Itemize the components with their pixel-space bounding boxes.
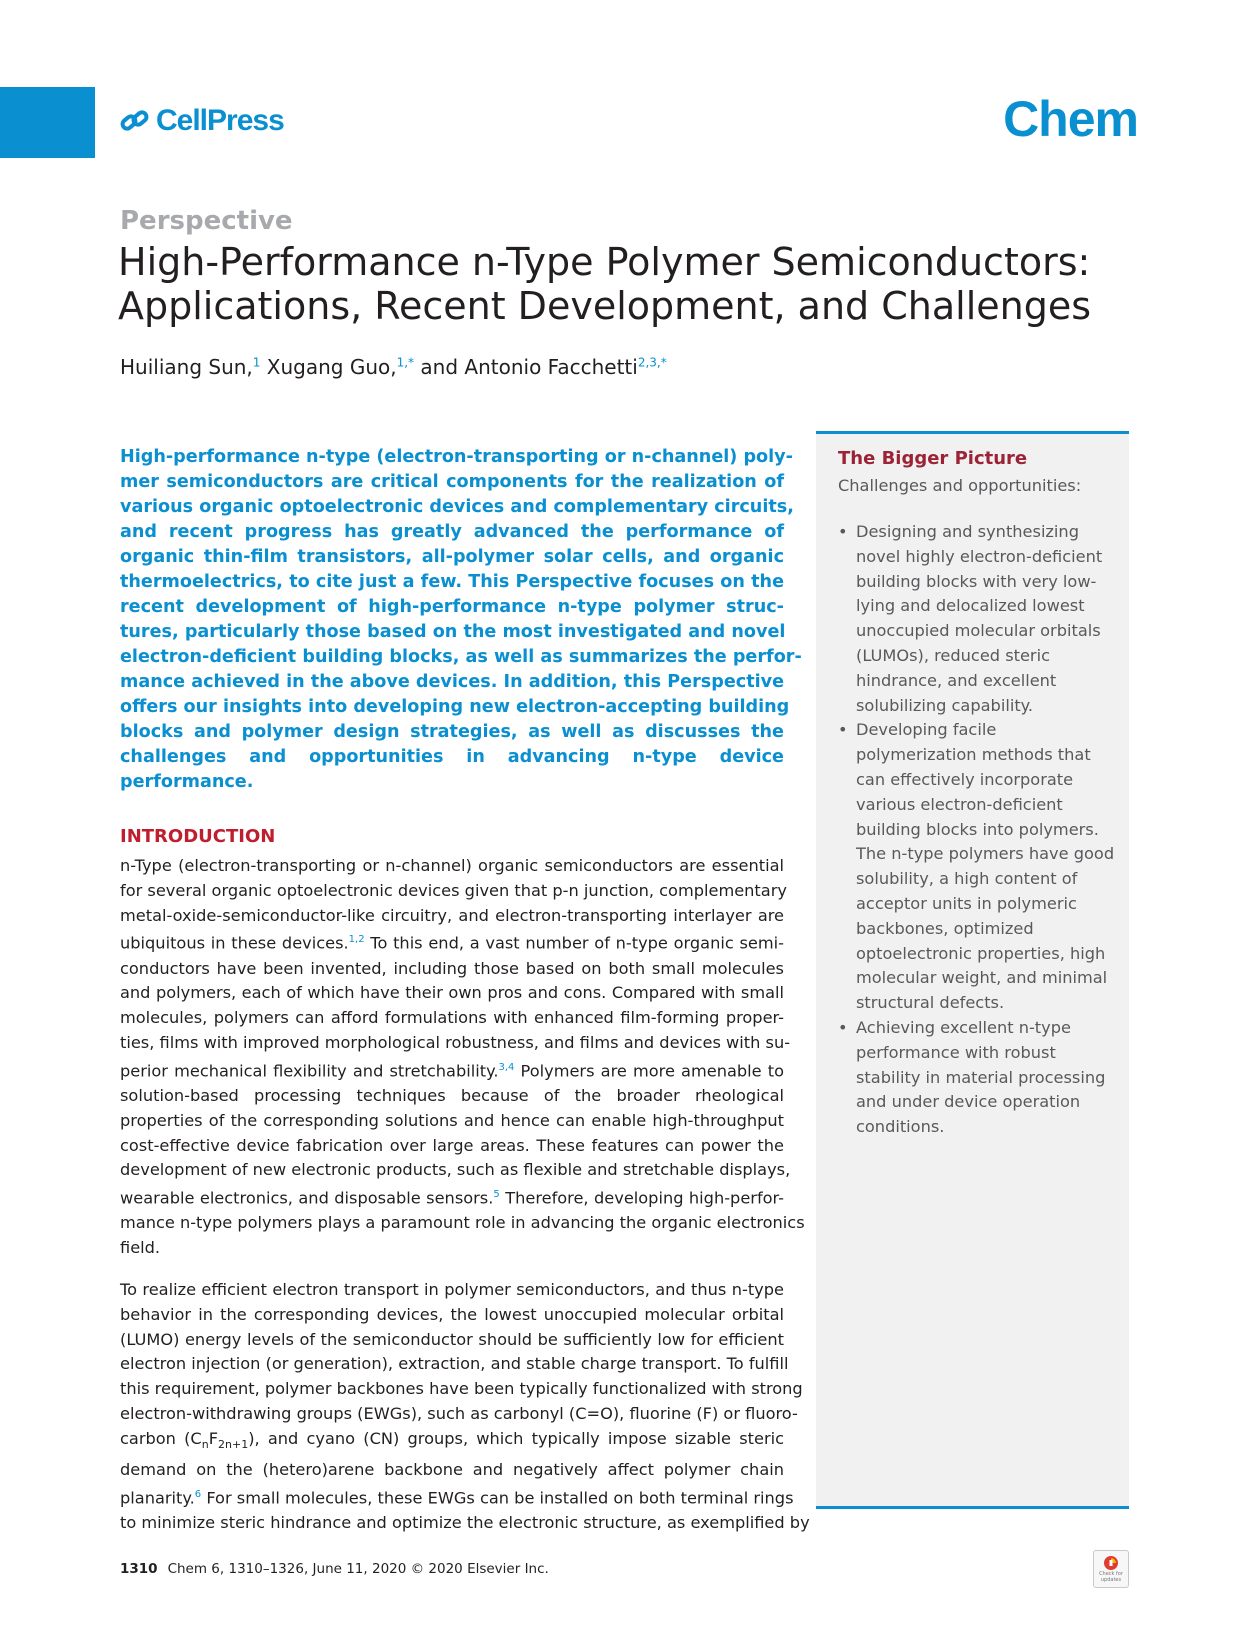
bigger-picture-line: polymerization methods that <box>856 745 1091 765</box>
text-line: properties of the corresponding solutions and hence can enable high-throughput <box>120 1110 784 1130</box>
intro-paragraph-2 <box>120 1278 810 1536</box>
journal-logo[interactable]: Chem <box>1003 91 1138 147</box>
bigger-picture-line: unoccupied molecular orbitals <box>856 621 1101 641</box>
citation-ref[interactable]: 5 <box>493 1189 500 1201</box>
bigger-picture-line: structural defects. <box>856 993 1005 1013</box>
title-line: High-Performance n-Type Polymer Semiconductors: <box>118 240 1091 284</box>
text-line <box>120 1427 784 1458</box>
bigger-picture-line: lying and delocalized lowest <box>856 596 1085 616</box>
text-line: (LUMO) energy levels of the semiconductor should be sufficiently low for efficient <box>120 1329 784 1349</box>
abstract <box>120 445 802 795</box>
text-line: conductors have been invented, including those based on both small molecules <box>120 958 784 978</box>
abstract-line: thermoelectrics, to cite just a few. This Perspective focuses on the <box>120 572 784 592</box>
check-for-updates-badge[interactable] <box>1093 1550 1129 1588</box>
bigger-picture-line: solubility, a high content of <box>856 869 1078 889</box>
text-line: To realize efficient electron transport in polymer semiconductors, and thus n-type <box>120 1280 784 1299</box>
text-line <box>120 1183 784 1211</box>
bullet-icon: • <box>838 720 848 740</box>
text-line: n-Type (electron-transporting or n-channel) organic semiconductors are essential <box>120 856 784 875</box>
bigger-picture-item <box>838 1016 1128 1140</box>
bigger-picture-line: hindrance, and excellent <box>856 670 1057 690</box>
text-line: ties, films with improved morphological robustness, and films and devices with su- <box>120 1032 791 1052</box>
text-span: carbon (C <box>120 1428 202 1448</box>
text-line: and polymers, each of which have their own pros and cons. Compared with small <box>120 983 784 1003</box>
text-line: electron-withdrawing groups (EWGs), such as carbonyl (C=O), fluorine (F) or fluoro- <box>120 1403 798 1423</box>
abstract-line: tures, particularly those based on the most investigated and novel <box>120 622 786 642</box>
text-span: planarity. <box>120 1488 195 1507</box>
bullet-icon: • <box>838 1017 848 1037</box>
bigger-picture-line: Achieving excellent n-type <box>856 1017 1071 1037</box>
abstract-line: High-performance n-type (electron-transporting or n-channel) poly- <box>120 447 793 467</box>
text-span: perior mechanical flexibility and stretchability. <box>120 1061 499 1081</box>
citation-ref[interactable]: 1,2 <box>348 934 365 946</box>
bigger-picture-line: molecular weight, and minimal <box>856 968 1108 988</box>
article-title <box>118 240 1118 328</box>
subscript: n <box>201 1438 209 1452</box>
abstract-line: challenges and opportunities in advancing n-type device <box>120 747 784 767</box>
text-line <box>120 1483 794 1511</box>
bullet-icon: • <box>838 522 848 541</box>
intro-paragraph-1 <box>120 854 805 1261</box>
text-span: wearable electronics, and disposable sensors. <box>120 1188 494 1208</box>
bigger-picture-line: and under device operation <box>856 1092 1081 1112</box>
page-number: 1310 <box>120 1561 158 1577</box>
bigger-picture-line: backbones, optimized <box>856 918 1034 938</box>
text-line: mance n-type polymers plays a paramount role in advancing the organic electronics <box>120 1213 805 1233</box>
header-accent-block <box>0 87 95 158</box>
author-name: Xugang Guo, <box>266 355 397 379</box>
author-list <box>120 355 667 379</box>
text-line: development of new electronic products, such as flexible and stretchable displays, <box>120 1160 791 1180</box>
footer-citation: Chem 6, 1310–1326, June 11, 2020 © 2020 Elsevier Inc. <box>167 1561 549 1577</box>
affiliation-marker[interactable]: 2,3,* <box>637 355 667 370</box>
bigger-picture-line: building blocks with very low- <box>856 571 1097 591</box>
abstract-line: electron-deficient building blocks, as well as summarizes the perfor- <box>120 647 802 667</box>
citation-ref[interactable]: 6 <box>194 1488 202 1500</box>
text-line: cost-effective device fabrication over large areas. These features can power the <box>120 1135 784 1155</box>
bigger-picture-subtitle: Challenges and opportunities: <box>838 476 1082 495</box>
bigger-picture-item <box>838 520 1128 718</box>
abstract-line: organic thin-film transistors, all-polymer solar cells, and organic <box>120 547 784 567</box>
bigger-picture-line: Developing facile <box>856 720 997 740</box>
bigger-picture-line: can effectively incorporate <box>856 769 1074 789</box>
text-span: ubiquitous in these devices. <box>120 933 349 953</box>
abstract-line: mance achieved in the above devices. In addition, this Perspective <box>120 672 785 692</box>
text-span: F <box>208 1428 219 1448</box>
text-line: metal-oxide-semiconductor-like circuitry, and electron-transporting interlayer are <box>120 905 784 925</box>
abstract-line: and recent progress has greatly advanced the performance of <box>120 522 784 542</box>
text-line <box>120 1056 784 1084</box>
bigger-picture-title: The Bigger Picture <box>838 448 1028 469</box>
bigger-picture-line: various electron-deficient <box>856 794 1063 814</box>
text-span: For small molecules, these EWGs can be installed on both terminal rings <box>201 1488 794 1507</box>
text-line: demand on the (hetero)arene backbone and negatively affect polymer chain <box>120 1459 784 1479</box>
check-updates-icon <box>1103 1555 1119 1571</box>
bigger-picture-line: The n-type polymers have good <box>856 844 1115 864</box>
affiliation-marker[interactable]: 1 <box>252 355 261 370</box>
text-line: for several organic optoelectronic devices given that p-n junction, complementary <box>120 880 787 900</box>
subscript: 2n+1 <box>218 1438 249 1452</box>
bigger-picture-line: conditions. <box>856 1117 945 1137</box>
bigger-picture-box <box>816 431 1129 1509</box>
text-line: behavior in the corresponding devices, the lowest unoccupied molecular orbital <box>120 1304 784 1324</box>
cellpress-link-icon <box>120 106 150 136</box>
text-line: field. <box>120 1238 161 1258</box>
bigger-picture-line: optoelectronic properties, high <box>856 943 1106 963</box>
abstract-line: mer semiconductors are critical components for the realization of <box>120 472 784 492</box>
section-heading-introduction: INTRODUCTION <box>120 826 276 847</box>
title-line: Applications, Recent Development, and Challenges <box>118 284 1092 328</box>
bigger-picture-line: performance with robust <box>856 1042 1056 1062</box>
bigger-picture-line: Designing and synthesizing <box>856 522 1079 541</box>
bigger-picture-line: acceptor units in polymeric <box>856 893 1077 913</box>
bigger-picture-line: stability in material processing <box>856 1067 1106 1087</box>
bigger-picture-item <box>838 718 1128 1016</box>
text-line <box>120 928 784 956</box>
abstract-line: recent development of high-performance n-type polymer struc- <box>120 597 784 617</box>
text-span: To this end, a vast number of n-type organic semi- <box>364 933 784 953</box>
cellpress-logo[interactable] <box>120 104 284 138</box>
affiliation-marker[interactable]: 1,* <box>396 355 415 370</box>
text-line: molecules, polymers can afford formulations with enhanced film-forming proper- <box>120 1008 784 1028</box>
publisher-name: CellPress <box>156 104 284 137</box>
abstract-line: offers our insights into developing new electron-accepting building <box>120 697 790 717</box>
text-line: electron injection (or generation), extraction, and stable charge transport. To fulfill <box>120 1354 789 1374</box>
badge-label: Check for updates <box>1099 1571 1123 1583</box>
article-type: Perspective <box>120 206 293 236</box>
abstract-line: performance. <box>120 772 254 792</box>
text-line: to minimize steric hindrance and optimize the electronic structure, as exemplified by <box>120 1512 810 1532</box>
bigger-picture-line: solubilizing capability. <box>856 695 1034 715</box>
page-footer <box>120 1561 549 1577</box>
text-span: Therefore, developing high-perfor- <box>499 1188 785 1208</box>
bigger-picture-line: novel highly electron-deficient <box>856 546 1103 566</box>
text-line: solution-based processing techniques because of the broader rheological <box>120 1085 784 1105</box>
bigger-picture-line: building blocks into polymers. <box>856 819 1099 839</box>
bigger-picture-line: (LUMOs), reduced steric <box>856 645 1050 665</box>
author-name: Huiliang Sun, <box>120 355 253 379</box>
citation-ref[interactable]: 3,4 <box>498 1061 515 1073</box>
text-span: Polymers are more amenable to <box>514 1061 784 1081</box>
abstract-line: various organic optoelectronic devices and complementary circuits, <box>120 497 794 517</box>
bigger-picture-list <box>838 520 1128 1140</box>
text-span: ), and cyano (CN) groups, which typically impose sizable steric <box>248 1428 784 1448</box>
abstract-line: blocks and polymer design strategies, as well as discusses the <box>120 722 784 742</box>
text-line: this requirement, polymer backbones have been typically functionalized with strong <box>120 1379 803 1399</box>
author-name: and Antonio Facchetti <box>420 355 638 379</box>
